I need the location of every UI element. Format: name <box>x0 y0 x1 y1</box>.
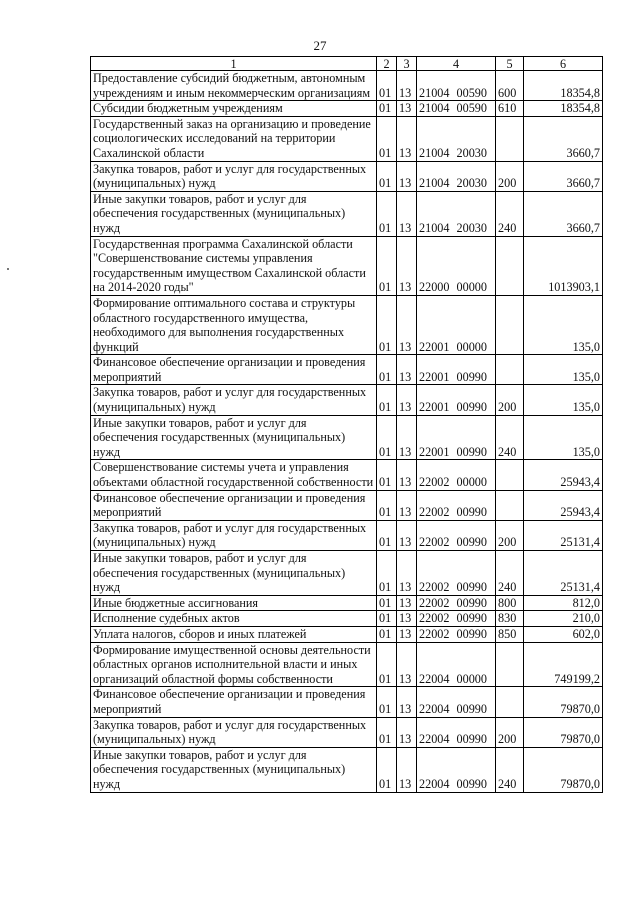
header-cell: 2 <box>377 57 397 71</box>
amount-cell: 749199,2 <box>524 642 603 687</box>
header-row <box>91 57 603 71</box>
table-row <box>91 551 603 596</box>
target-article-cell: 22001 00000 <box>417 295 496 354</box>
subsection-code-cell: 13 <box>397 236 417 295</box>
amount-cell: 812,0 <box>524 595 603 611</box>
table-row <box>91 161 603 191</box>
section-code-cell: 01 <box>377 611 397 627</box>
subsection-code-cell: 13 <box>397 355 417 385</box>
section-code-cell: 01 <box>377 116 397 161</box>
expense-type-cell: 240 <box>496 747 524 792</box>
table-row <box>91 747 603 792</box>
expense-type-cell: 240 <box>496 415 524 460</box>
expense-type-cell <box>496 355 524 385</box>
amount-cell: 18354,8 <box>524 101 603 117</box>
subsection-code-cell: 13 <box>397 642 417 687</box>
expense-name-cell: Государственная программа Сахалинской области "Совершенствование системы управления государственным имуществом Сахалинской области на 2014-2020 годы" <box>91 236 377 295</box>
section-code-cell: 01 <box>377 161 397 191</box>
expense-type-cell: 830 <box>496 611 524 627</box>
amount-cell: 25943,4 <box>524 460 603 490</box>
section-code-cell: 01 <box>377 415 397 460</box>
expense-name-cell: Предоставление субсидий бюджетным, автономным учреждениям и иным некоммерческим организациям <box>91 71 377 101</box>
expense-name-cell: Закупка товаров, работ и услуг для государственных (муниципальных) нужд <box>91 161 377 191</box>
expense-name-cell: Иные закупки товаров, работ и услуг для обеспечения государственных (муниципальных) нужд <box>91 415 377 460</box>
target-article-cell: 22002 00990 <box>417 520 496 550</box>
header-cell: 6 <box>524 57 603 71</box>
section-code-cell: 01 <box>377 626 397 642</box>
section-code-cell: 01 <box>377 747 397 792</box>
header-cell: 3 <box>397 57 417 71</box>
target-article-cell: 22001 00990 <box>417 355 496 385</box>
amount-cell: 79870,0 <box>524 747 603 792</box>
budget-table <box>90 56 603 793</box>
subsection-code-cell: 13 <box>397 626 417 642</box>
section-code-cell: 01 <box>377 101 397 117</box>
target-article-cell: 21004 00590 <box>417 71 496 101</box>
expense-type-cell <box>496 460 524 490</box>
expense-type-cell: 610 <box>496 101 524 117</box>
subsection-code-cell: 13 <box>397 611 417 627</box>
table-row <box>91 626 603 642</box>
subsection-code-cell: 13 <box>397 116 417 161</box>
section-code-cell: 01 <box>377 490 397 520</box>
expense-type-cell <box>496 236 524 295</box>
section-code-cell: 01 <box>377 236 397 295</box>
amount-cell: 135,0 <box>524 415 603 460</box>
target-article-cell: 21004 20030 <box>417 191 496 236</box>
expense-name-cell: Исполнение судебных актов <box>91 611 377 627</box>
section-code-cell: 01 <box>377 460 397 490</box>
expense-type-cell: 240 <box>496 551 524 596</box>
section-code-cell: 01 <box>377 687 397 717</box>
target-article-cell: 22002 00000 <box>417 460 496 490</box>
amount-cell: 1013903,1 <box>524 236 603 295</box>
subsection-code-cell: 13 <box>397 295 417 354</box>
subsection-code-cell: 13 <box>397 191 417 236</box>
expense-type-cell: 200 <box>496 520 524 550</box>
expense-name-cell: Иные закупки товаров, работ и услуг для обеспечения государственных (муниципальных) нужд <box>91 551 377 596</box>
amount-cell: 3660,7 <box>524 116 603 161</box>
expense-name-cell: Финансовое обеспечение организации и проведения мероприятий <box>91 355 377 385</box>
scan-speck <box>7 268 9 270</box>
amount-cell: 135,0 <box>524 385 603 415</box>
expense-name-cell: Формирование оптимального состава и структуры областного государственного имущества, необходимого для выполнения государственных функций <box>91 295 377 354</box>
amount-cell: 79870,0 <box>524 717 603 747</box>
expense-type-cell: 850 <box>496 626 524 642</box>
target-article-cell: 21004 20030 <box>417 161 496 191</box>
section-code-cell: 01 <box>377 385 397 415</box>
expense-name-cell: Иные закупки товаров, работ и услуг для обеспечения государственных (муниципальных) нужд <box>91 191 377 236</box>
amount-cell: 135,0 <box>524 355 603 385</box>
expense-type-cell <box>496 116 524 161</box>
target-article-cell: 22004 00000 <box>417 642 496 687</box>
target-article-cell: 22002 00990 <box>417 611 496 627</box>
expense-type-cell <box>496 490 524 520</box>
expense-type-cell: 200 <box>496 385 524 415</box>
target-article-cell: 22002 00990 <box>417 595 496 611</box>
table-row <box>91 642 603 687</box>
amount-cell: 602,0 <box>524 626 603 642</box>
section-code-cell: 01 <box>377 520 397 550</box>
section-code-cell: 01 <box>377 71 397 101</box>
subsection-code-cell: 13 <box>397 385 417 415</box>
table-row <box>91 687 603 717</box>
amount-cell: 25131,4 <box>524 551 603 596</box>
subsection-code-cell: 13 <box>397 460 417 490</box>
expense-type-cell: 800 <box>496 595 524 611</box>
target-article-cell: 22002 00990 <box>417 551 496 596</box>
page-number: 27 <box>313 38 327 53</box>
expense-type-cell: 240 <box>496 191 524 236</box>
expense-type-cell: 200 <box>496 717 524 747</box>
table-row <box>91 191 603 236</box>
expense-type-cell <box>496 687 524 717</box>
subsection-code-cell: 13 <box>397 551 417 596</box>
section-code-cell: 01 <box>377 717 397 747</box>
table-row <box>91 460 603 490</box>
target-article-cell: 22004 00990 <box>417 747 496 792</box>
expense-name-cell: Совершенствование системы учета и управления объектами областной государственной собственности <box>91 460 377 490</box>
amount-cell: 3660,7 <box>524 161 603 191</box>
table-row <box>91 717 603 747</box>
table-row <box>91 490 603 520</box>
subsection-code-cell: 13 <box>397 415 417 460</box>
amount-cell: 210,0 <box>524 611 603 627</box>
amount-cell: 3660,7 <box>524 191 603 236</box>
subsection-code-cell: 13 <box>397 161 417 191</box>
amount-cell: 25943,4 <box>524 490 603 520</box>
expense-name-cell: Уплата налогов, сборов и иных платежей <box>91 626 377 642</box>
expense-type-cell <box>496 642 524 687</box>
subsection-code-cell: 13 <box>397 520 417 550</box>
section-code-cell: 01 <box>377 595 397 611</box>
table-row <box>91 611 603 627</box>
header-cell: 1 <box>91 57 377 71</box>
table-row <box>91 595 603 611</box>
section-code-cell: 01 <box>377 191 397 236</box>
target-article-cell: 22001 00990 <box>417 415 496 460</box>
subsection-code-cell: 13 <box>397 71 417 101</box>
target-article-cell: 22004 00990 <box>417 687 496 717</box>
table-row <box>91 385 603 415</box>
table-row <box>91 116 603 161</box>
expense-type-cell: 600 <box>496 71 524 101</box>
amount-cell: 79870,0 <box>524 687 603 717</box>
target-article-cell: 21004 20030 <box>417 116 496 161</box>
expense-name-cell: Государственный заказ на организацию и проведение социологических исследований на территории Сахалинской области <box>91 116 377 161</box>
expense-name-cell: Финансовое обеспечение организации и проведения мероприятий <box>91 490 377 520</box>
table-row <box>91 295 603 354</box>
expense-name-cell: Закупка товаров, работ и услуг для государственных (муниципальных) нужд <box>91 520 377 550</box>
subsection-code-cell: 13 <box>397 747 417 792</box>
subsection-code-cell: 13 <box>397 717 417 747</box>
table-row <box>91 520 603 550</box>
target-article-cell: 21004 00590 <box>417 101 496 117</box>
table-row <box>91 71 603 101</box>
header-cell: 4 <box>417 57 496 71</box>
expense-name-cell: Формирование имущественной основы деятельности областных органов исполнительной власти и иных организаций областной формы собственности <box>91 642 377 687</box>
section-code-cell: 01 <box>377 551 397 596</box>
target-article-cell: 22004 00990 <box>417 717 496 747</box>
target-article-cell: 22001 00990 <box>417 385 496 415</box>
expense-name-cell: Закупка товаров, работ и услуг для государственных (муниципальных) нужд <box>91 385 377 415</box>
subsection-code-cell: 13 <box>397 101 417 117</box>
amount-cell: 135,0 <box>524 295 603 354</box>
amount-cell: 25131,4 <box>524 520 603 550</box>
expense-name-cell: Финансовое обеспечение организации и проведения мероприятий <box>91 687 377 717</box>
table-row <box>91 236 603 295</box>
table-body <box>91 71 603 793</box>
subsection-code-cell: 13 <box>397 595 417 611</box>
amount-cell: 18354,8 <box>524 71 603 101</box>
table-row <box>91 415 603 460</box>
table-row <box>91 101 603 117</box>
section-code-cell: 01 <box>377 642 397 687</box>
section-code-cell: 01 <box>377 355 397 385</box>
expense-name-cell: Субсидии бюджетным учреждениям <box>91 101 377 117</box>
target-article-cell: 22002 00990 <box>417 490 496 520</box>
target-article-cell: 22002 00990 <box>417 626 496 642</box>
expense-type-cell: 200 <box>496 161 524 191</box>
header-cell: 5 <box>496 57 524 71</box>
target-article-cell: 22000 00000 <box>417 236 496 295</box>
expense-name-cell: Иные закупки товаров, работ и услуг для обеспечения государственных (муниципальных) нужд <box>91 747 377 792</box>
expense-type-cell <box>496 295 524 354</box>
expense-name-cell: Иные бюджетные ассигнования <box>91 595 377 611</box>
section-code-cell: 01 <box>377 295 397 354</box>
table-row <box>91 355 603 385</box>
expense-name-cell: Закупка товаров, работ и услуг для государственных (муниципальных) нужд <box>91 717 377 747</box>
subsection-code-cell: 13 <box>397 490 417 520</box>
subsection-code-cell: 13 <box>397 687 417 717</box>
